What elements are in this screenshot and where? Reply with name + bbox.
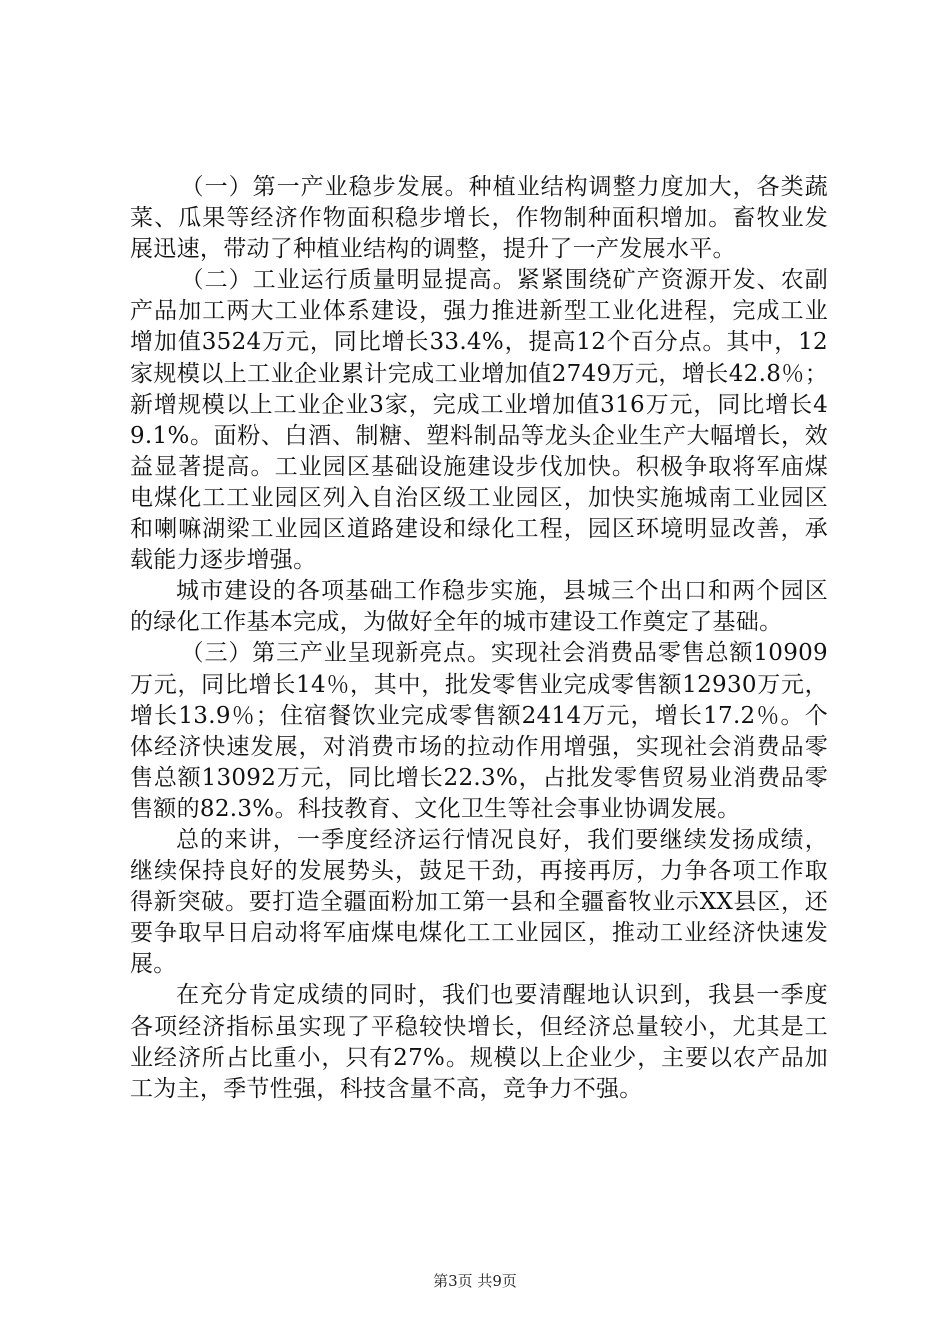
- paragraph-problems: 在充分肯定成绩的同时，我们也要清醒地认识到，我县一季度各项经济指标虽实现了平稳较快增长，但经济总量较小，尤其是工业经济所占比重小，只有27%。规模以上企业少，主要以农产品加工为主，季节性强，科技含量不高，竞争力不强。: [130, 982, 828, 1102]
- paragraph-summary: 总的来讲，一季度经济运行情况良好，我们要继续发扬成绩，继续保持良好的发展势头，鼓足干劲，再接再厉，力争各项工作取得新突破。要打造全疆面粉加工第一县和全疆畜牧业示XX县区，还要争取早日启动将军庙煤电煤化工工业园区，推动工业经济快速发展。: [130, 826, 828, 978]
- paragraph-tertiary-industry: （三）第三产业呈现新亮点。实现社会消费品零售总额10909万元，同比增长14％，其中，批发零售业完成零售额12930万元，增长13.9％；住宿餐饮业完成零售额2414万元，增长17.2％。个体经济快速发展，对消费市场的拉动作用增强，实现社会消费品零售总额13092万元，同比增长22.3%，占批发零售贸易业消费品零售额的82.3%。科技教育、文化卫生等社会事业协调发展。: [130, 640, 828, 822]
- page-number-footer: 第3页 共9页: [433, 1272, 517, 1290]
- document-body: [130, 172, 828, 1105]
- paragraph-industry: （二）工业运行质量明显提高。紧紧围绕矿产资源开发、农副产品加工两大工业体系建设，强力推进新型工业化进程，完成工业增加值3524万元，同比增长33.4%，提高12个百分点。其中，12家规模以上工业企业累计完成工业增加值2749万元，增长42.8％；新增规模以上工业企业3家，完成工业增加值316万元，同比增长49.1%。面粉、白酒、制糖、塑料制品等龙头企业生产大幅增长，效益显著提高。工业园区基础设施建设步伐加快。积极争取将军庙煤电煤化工工业园区列入自治区级工业园区，加快实施城南工业园区和喇嘛湖梁工业园区道路建设和绿化工程，园区环境明显改善，承载能力逐步增强。: [130, 267, 828, 574]
- paragraph-urban-construction: 城市建设的各项基础工作稳步实施，县城三个出口和两个园区的绿化工作基本完成，为做好全年的城市建设工作奠定了基础。: [130, 578, 828, 636]
- paragraph-primary-industry: （一）第一产业稳步发展。种植业结构调整力度加大，各类蔬菜、瓜果等经济作物面积稳步增长，作物制种面积增加。畜牧业发展迅速，带动了种植业结构的调整，提升了一产发展水平。: [130, 174, 828, 263]
